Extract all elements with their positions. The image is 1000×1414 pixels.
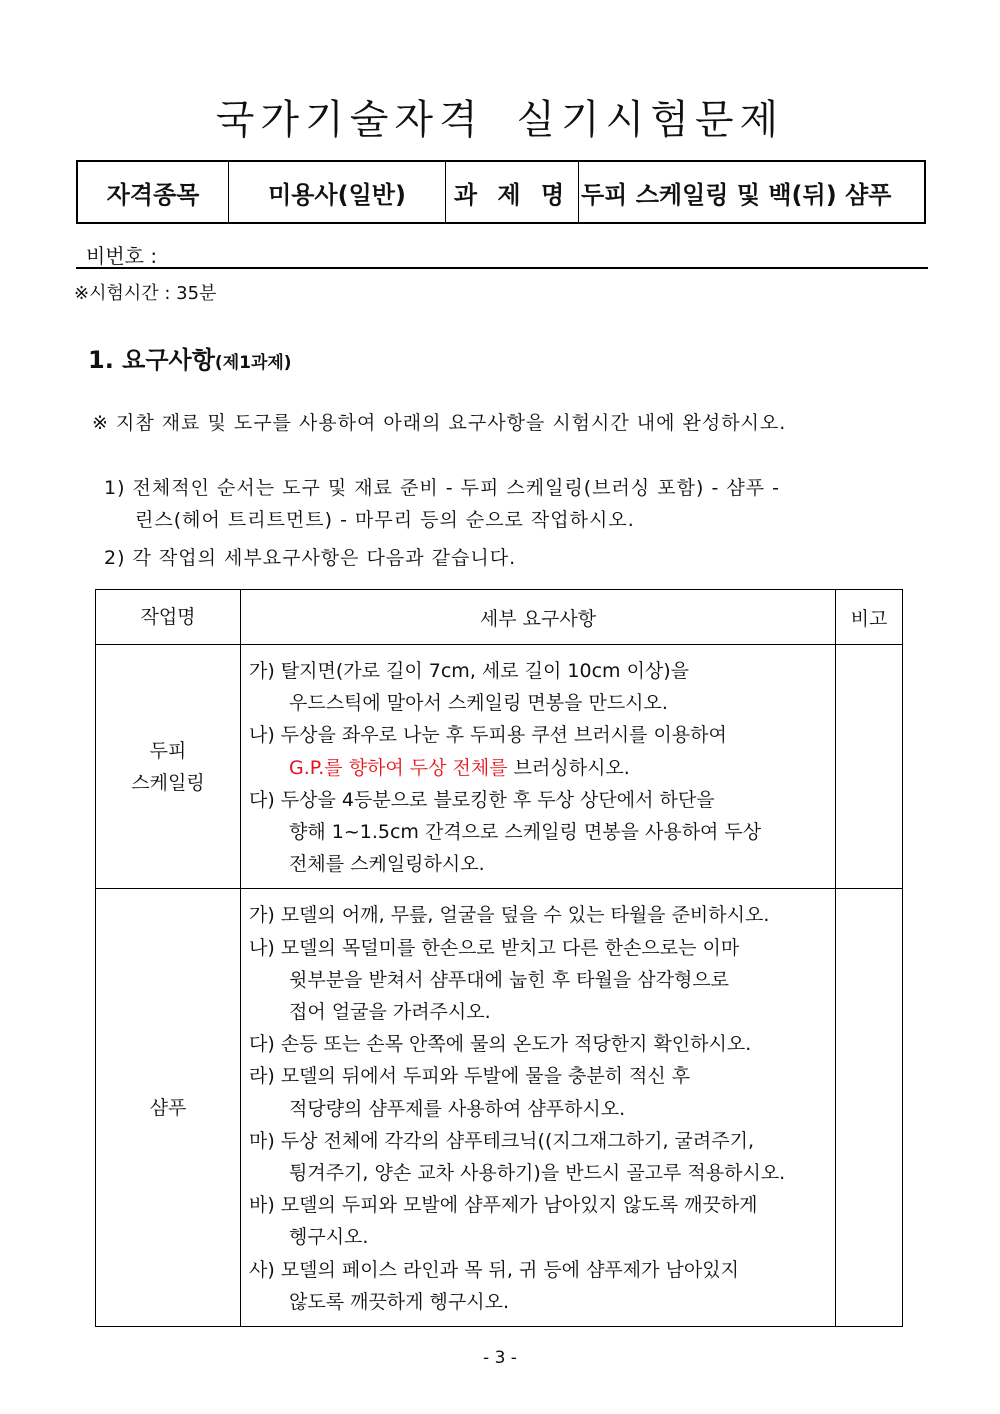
item-line: 마) 두상 전체에 각각의 샴푸테크닉((지그재그하기, 굴려주기, xyxy=(249,1129,755,1152)
item-line: 윗부분을 받쳐서 샴푸대에 눕힌 후 타월을 삼각형으로 xyxy=(289,968,730,991)
list-item xyxy=(249,1189,829,1253)
scaling-details xyxy=(241,645,836,889)
section-heading xyxy=(88,340,292,375)
exam-time: ※시험시간 : 35분 xyxy=(74,283,217,304)
item-line: 사) 모델의 페이스 라인과 목 뒤, 귀 등에 샴푸제가 남아있지 xyxy=(249,1258,739,1281)
item-line: 적당량의 샴푸제를 사용하여 샴푸하시오. xyxy=(289,1097,626,1120)
requirement-1 xyxy=(104,472,780,536)
instruction-note: ※ 지참 재료 및 도구를 사용하여 아래의 요구사항을 시험시간 내에 완성하시오. xyxy=(92,412,787,434)
list-item xyxy=(249,719,829,783)
item-line: 나) 두상을 좌우로 나눈 후 두피용 쿠션 브러시를 이용하여 xyxy=(249,724,727,747)
remarks-scaling xyxy=(836,645,903,889)
table-row-shampoo xyxy=(96,889,903,1327)
item-line: 우드스틱에 말아서 스케일링 면봉을 만드시오. xyxy=(289,692,668,715)
item-line: 않도록 깨끗하게 헹구시오. xyxy=(289,1290,510,1313)
header-task: 작업명 xyxy=(96,590,241,645)
task-value: 두피 스케일링 및 백(뒤) 샴푸 xyxy=(579,161,926,223)
header-details: 세부 요구사항 xyxy=(241,590,836,645)
list-item xyxy=(249,932,829,1029)
requirements-table xyxy=(95,589,903,1327)
bib-number-label: 비번호 : xyxy=(86,244,158,268)
task-label: 과 제 명 xyxy=(446,161,579,223)
exam-info-table xyxy=(76,160,926,224)
item-line: 나) 모델의 목덜미를 한손으로 받치고 다른 한손으로는 이마 xyxy=(249,936,740,959)
task-name-scaling xyxy=(96,645,241,889)
item-line: 다) 두상을 4등분으로 블로킹한 후 두상 상단에서 하단을 xyxy=(249,788,715,811)
task-name-line: 스케일링 xyxy=(131,771,205,794)
list-item xyxy=(249,784,829,881)
list-item xyxy=(249,1254,829,1318)
item-line: 가) 모델의 어깨, 무릎, 얼굴을 덮을 수 있는 타월을 준비하시오. xyxy=(249,904,770,927)
item-line: 가) 탈지면(가로 길이 7cm, 세로 길이 10cm 이상)을 xyxy=(249,660,690,682)
item-line xyxy=(249,752,829,784)
list-item xyxy=(249,1028,829,1060)
highlighted-text: G.P.를 향하여 두상 전체를 xyxy=(289,756,508,779)
item-line: 전체를 스케일링하시오. xyxy=(289,853,485,876)
task-name-line: 두피 xyxy=(149,739,187,762)
requirement-1-line-2: 린스(헤어 트리트먼트) - 마무리 등의 순으로 작업하시오. xyxy=(135,509,635,531)
header-remarks: 비고 xyxy=(836,590,903,645)
section-sub: (제1과제) xyxy=(214,353,292,373)
item-line: 향해 1~1.5cm 간격으로 스케일링 면봉을 사용하여 두상 xyxy=(289,821,762,844)
item-text: 브러싱하시오. xyxy=(507,756,630,779)
page-title: 국가기술자격 실기시험문제 xyxy=(215,97,785,143)
list-item xyxy=(249,1125,829,1189)
remarks-shampoo xyxy=(836,889,903,1327)
list-item xyxy=(249,899,829,931)
shampoo-details xyxy=(241,889,836,1327)
task-name-shampoo: 샴푸 xyxy=(96,889,241,1327)
requirement-2: 2) 각 작업의 세부요구사항은 다음과 같습니다. xyxy=(104,547,517,569)
item-line: 바) 모델의 두피와 모발에 샴푸제가 남아있지 않도록 깨끗하게 xyxy=(249,1194,758,1217)
table-row-scaling xyxy=(96,645,903,889)
bib-underline xyxy=(76,267,928,269)
item-line: 헹구시오. xyxy=(289,1226,369,1249)
table-header-row xyxy=(96,590,903,645)
item-line: 접어 얼굴을 가려주시오. xyxy=(289,1001,491,1024)
list-item xyxy=(249,1060,829,1124)
item-line: 다) 손등 또는 손목 안쪽에 물의 온도가 적당한지 확인하시오. xyxy=(249,1033,752,1056)
requirement-1-line-1: 1) 전체적인 순서는 도구 및 재료 준비 - 두피 스케일링(브러싱 포함) - 샴푸 - xyxy=(104,477,780,499)
category-label: 자격종목 xyxy=(77,161,229,223)
list-item xyxy=(249,655,829,719)
section-title: 1. 요구사항 xyxy=(88,346,215,374)
item-line: 튕겨주기, 양손 교차 사용하기)을 반드시 골고루 적용하시오. xyxy=(289,1162,786,1185)
category-value: 미용사(일반) xyxy=(229,161,446,223)
item-line: 라) 모델의 뒤에서 두피와 두발에 물을 충분히 적신 후 xyxy=(249,1065,691,1088)
page-number: - 3 - xyxy=(483,1348,517,1368)
